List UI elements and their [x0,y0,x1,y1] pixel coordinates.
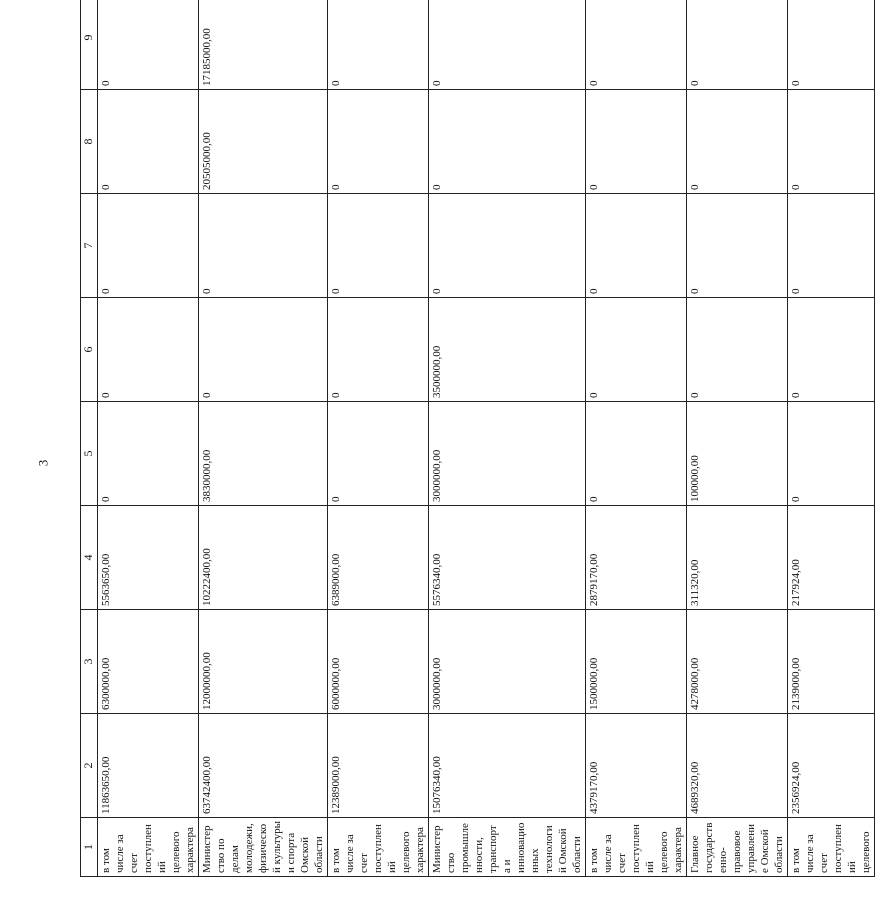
value-cell: 2879170,00 [586,506,687,610]
header-cell: 5 [81,402,98,506]
row-label-cell: в том числе за счет поступлений целевого [788,818,875,877]
value-cell: 0 [586,90,687,194]
row-label-cell: в том числе за счет поступлений целевого характера [328,818,429,877]
header-cell: 1 [81,818,98,877]
value-cell: 2139000,00 [788,610,875,714]
value-cell: 0 [98,298,199,402]
value-cell: 5563650,00 [98,506,199,610]
value-cell: 0 [98,402,199,506]
header-cell: 3 [81,610,98,714]
value-cell: 3500000,00 [429,298,586,402]
row-label-cell: в том числе за счет поступлений целевого характера [98,818,199,877]
table-row [199,0,328,877]
table-row [687,0,788,877]
row-label-cell: в том числе за счет поступлений целевого характера [586,818,687,877]
value-cell: 0 [586,0,687,90]
value-cell: 311320,00 [687,506,788,610]
value-cell: 11863650,00 [98,714,199,818]
value-cell: 217924,00 [788,506,875,610]
value-cell: 15076340,00 [429,714,586,818]
row-label-cell: Министерство по делам молодежи, физической культуры и спорта Омской области [199,818,328,877]
value-cell: 2356924,00 [788,714,875,818]
value-cell: 0 [98,90,199,194]
value-cell: 5576340,00 [429,506,586,610]
value-cell: 17185000,00 [199,0,328,90]
header-cell: 7 [81,194,98,298]
header-row [81,0,98,877]
header-cell: 6 [81,298,98,402]
value-cell: 100000,00 [687,402,788,506]
value-cell: 4379170,00 [586,714,687,818]
value-cell: 3000000,00 [429,610,586,714]
value-cell: 3830000,00 [199,402,328,506]
value-cell: 6389000,00 [328,506,429,610]
value-cell: 0 [586,298,687,402]
value-cell: 1500000,00 [586,610,687,714]
row-label-cell: Главное государственно-правовое управление Омской области [687,818,788,877]
value-cell: 0 [788,402,875,506]
value-cell: 0 [586,402,687,506]
table-row [586,0,687,877]
budget-table [80,0,875,877]
value-cell: 12389000,00 [328,714,429,818]
value-cell: 0 [328,194,429,298]
table-row [788,0,875,877]
value-cell: 6000000,00 [328,610,429,714]
value-cell: 0 [788,0,875,90]
row-label-cell: Министерство промышленности, транспорта и инновационных технологий Омской области [429,818,586,877]
value-cell: 0 [788,90,875,194]
page-number: 3 [35,459,51,467]
table-row [98,0,199,877]
header-cell: 2 [81,714,98,818]
value-cell: 0 [687,90,788,194]
value-cell: 63742400,00 [199,714,328,818]
value-cell: 3000000,00 [429,402,586,506]
value-cell: 0 [328,402,429,506]
value-cell: 0 [788,194,875,298]
value-cell: 0 [199,298,328,402]
value-cell: 6300000,00 [98,610,199,714]
value-cell: 12000000,00 [199,610,328,714]
value-cell: 20505000,00 [199,90,328,194]
header-cell: 8 [81,90,98,194]
header-cell: 4 [81,506,98,610]
value-cell: 10222400,00 [199,506,328,610]
value-cell: 0 [586,194,687,298]
value-cell: 0 [687,0,788,90]
header-cell: 9 [81,0,98,90]
value-cell: 0 [429,194,586,298]
value-cell: 0 [429,90,586,194]
value-cell: 0 [429,0,586,90]
value-cell: 0 [328,0,429,90]
value-cell: 4278000,00 [687,610,788,714]
value-cell: 0 [98,194,199,298]
value-cell: 0 [328,298,429,402]
value-cell: 0 [328,90,429,194]
value-cell: 0 [788,298,875,402]
value-cell: 0 [98,0,199,90]
value-cell: 0 [199,194,328,298]
table-row [429,0,586,877]
table-row [328,0,429,877]
rotated-table-container [80,28,872,877]
value-cell: 0 [687,298,788,402]
value-cell: 0 [687,194,788,298]
value-cell: 4689320,00 [687,714,788,818]
